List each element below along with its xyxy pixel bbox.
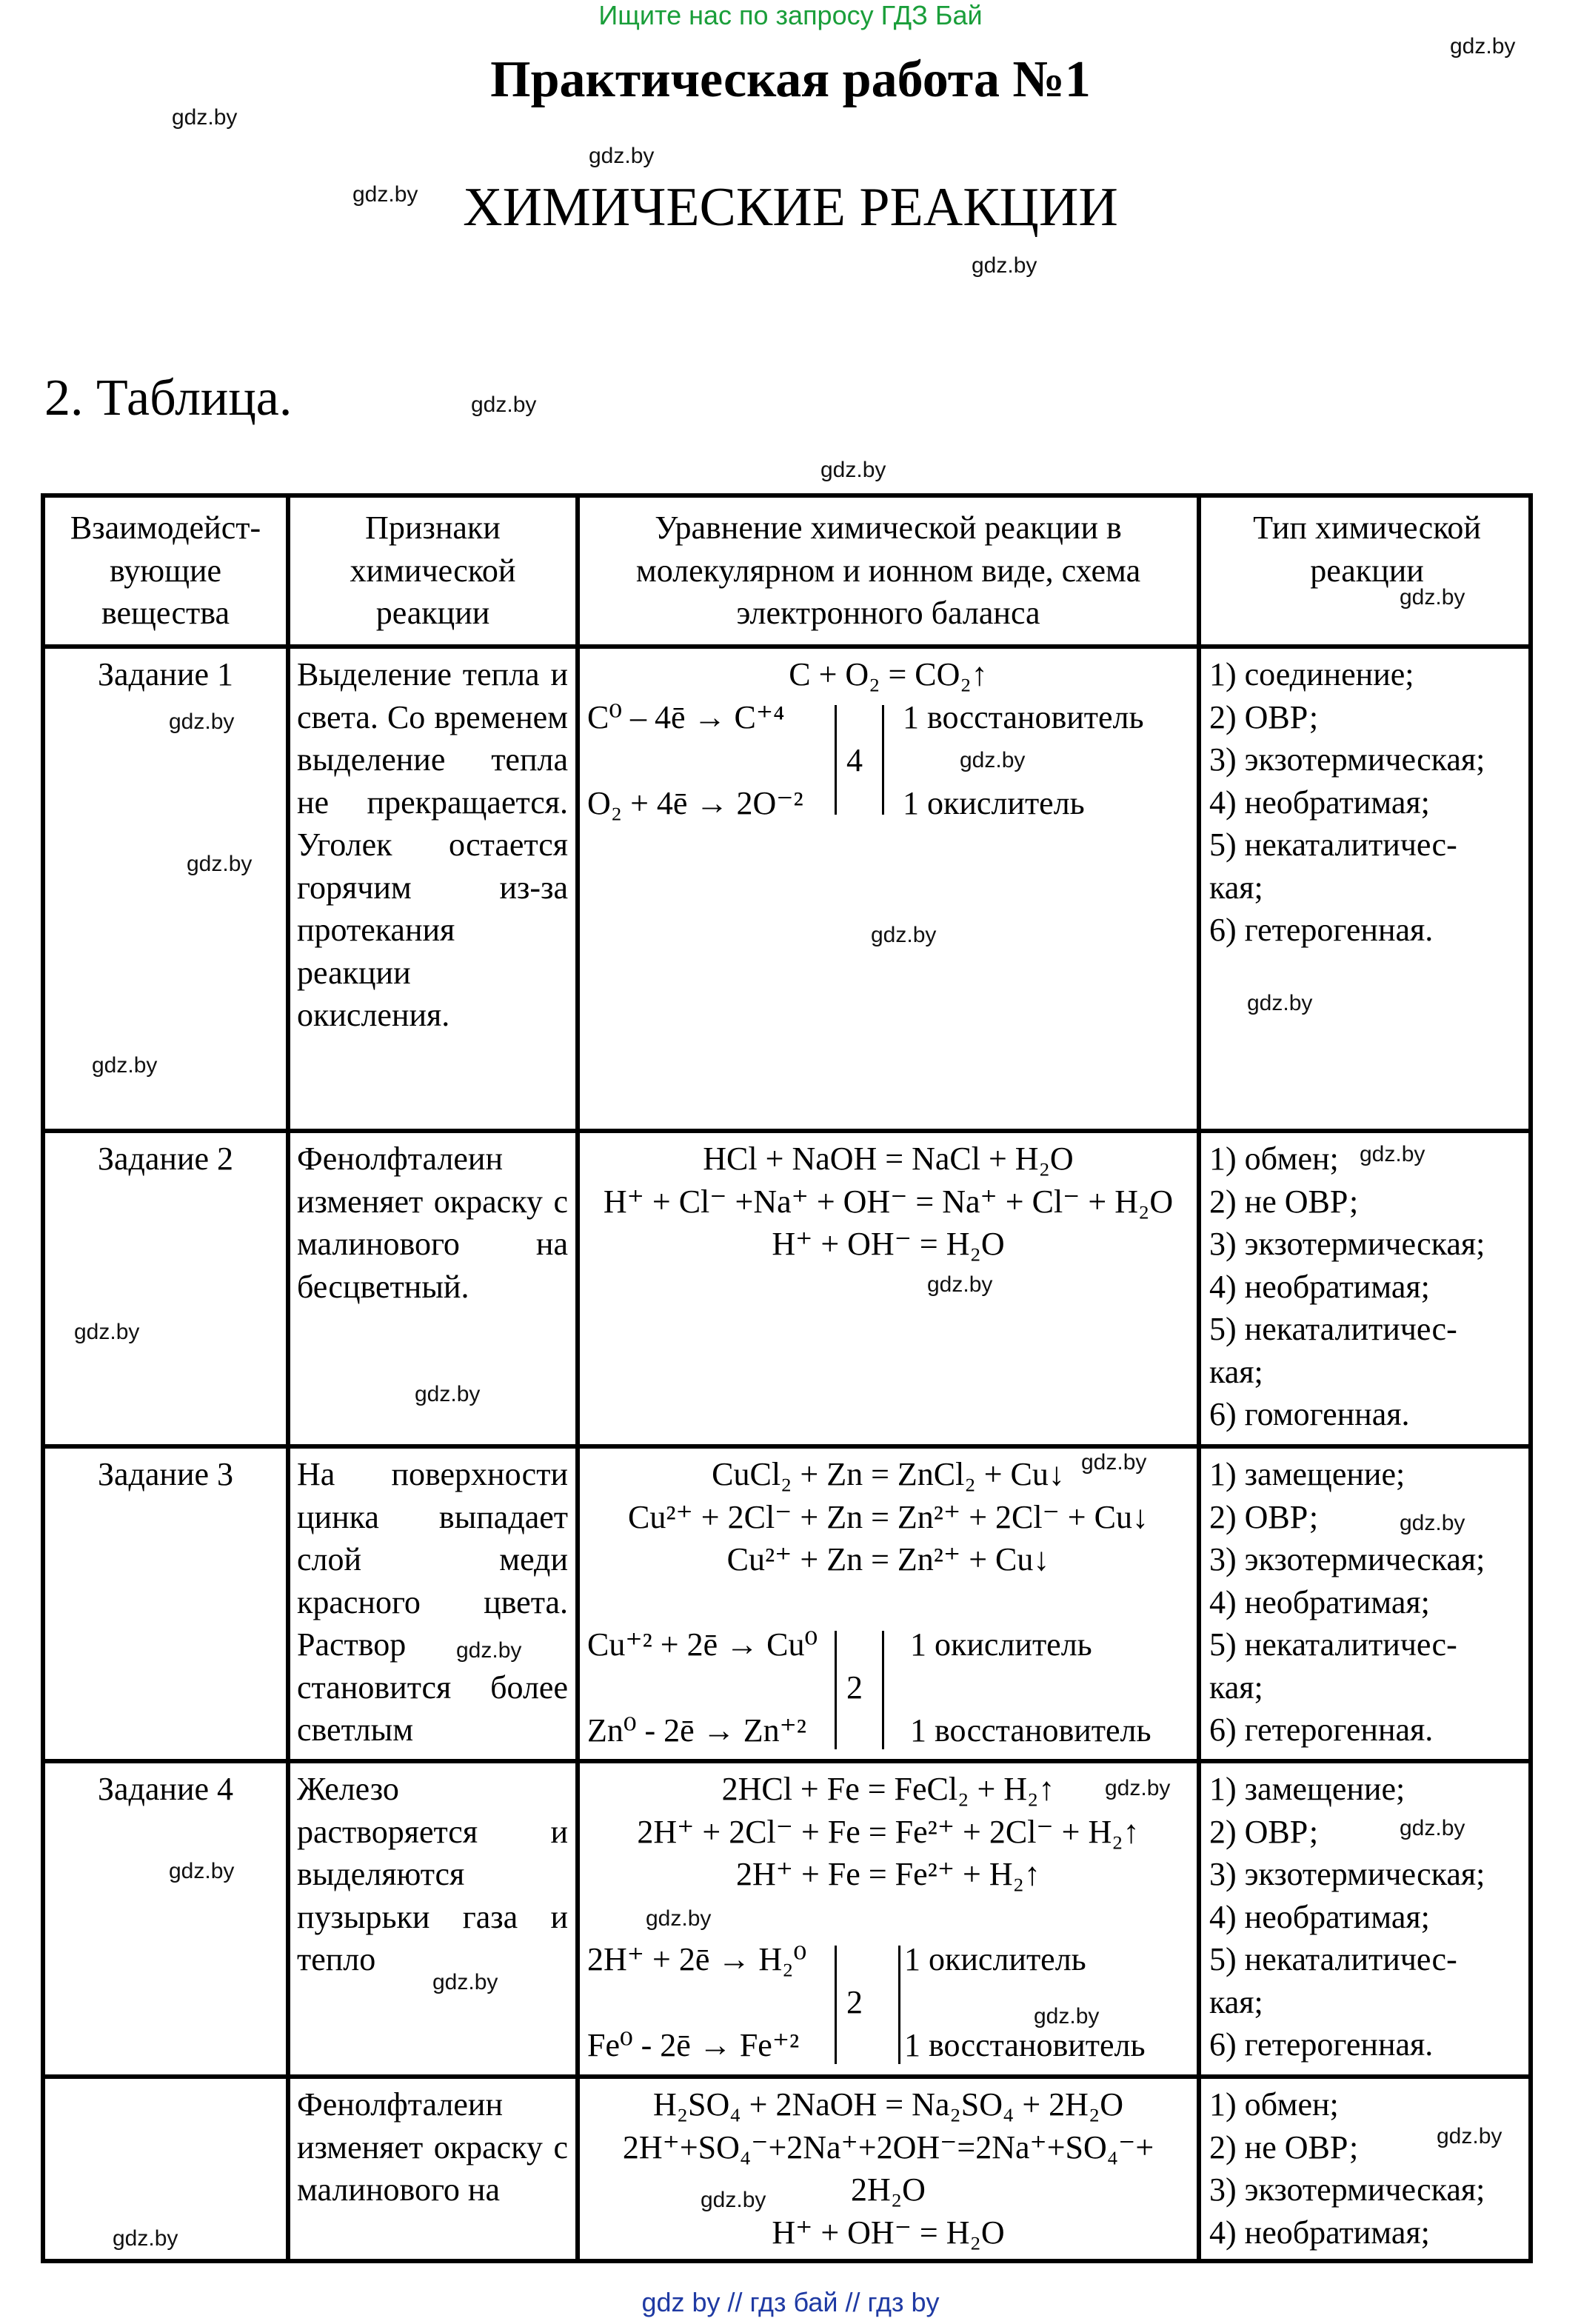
section-heading: 2. Таблица. bbox=[44, 370, 293, 427]
watermark: gdz.by bbox=[471, 393, 537, 417]
task-label: Задание 3 bbox=[97, 1456, 234, 1492]
reaction-signs: Фенолфталеин изменяет окраску с малинового на бесцветный. bbox=[297, 1141, 568, 1305]
page-subtitle: ХИМИЧЕСКИЕ РЕАКЦИИ bbox=[463, 177, 1118, 238]
watermark: gdz.by bbox=[169, 1859, 235, 1883]
task-label: Задание 2 bbox=[97, 1141, 234, 1177]
task-label: Задание 4 bbox=[97, 1771, 234, 1807]
reaction-types: 1) обмен; 2) не ОВР; 3) экзотермическая; 4) необратимая; 5) некаталитичес- кая; 6) гомогенная. bbox=[1209, 1141, 1485, 1432]
header-substances: Взаимодейст- вующие вещества bbox=[70, 510, 261, 631]
watermark: gdz.by bbox=[589, 144, 655, 168]
footer-links[interactable]: gdz by // гдз бай // гдз by bbox=[641, 2287, 940, 2317]
reaction-signs: На поверхности цинка выпадает слой меди красного цвета. Раствор становится более светлым bbox=[297, 1456, 568, 1748]
equation-molecular: C + O₂ = CO₂↑ bbox=[789, 656, 988, 692]
watermark: gdz.by bbox=[972, 253, 1037, 278]
watermark: gdz.by bbox=[1360, 1142, 1425, 1166]
reaction-signs: Фенолфталеин изменяет окраску с малинового на bbox=[297, 2086, 568, 2208]
balance-factor: 2 bbox=[846, 1669, 863, 1706]
watermark: gdz.by bbox=[927, 1272, 993, 1297]
balance-role: 1 окислитель bbox=[904, 1941, 1086, 1977]
page-title: Практическая работа №1 bbox=[490, 51, 1091, 108]
balance-line: C⁰ – 4ē → C⁺⁴ bbox=[587, 699, 785, 735]
balance-factor: 2 bbox=[846, 1984, 863, 2020]
watermark: gdz.by bbox=[646, 1906, 712, 1931]
balance-role: 1 восстановитель bbox=[910, 1712, 1152, 1749]
task-label: Задание 1 bbox=[97, 656, 234, 692]
watermark: gdz.by bbox=[1034, 2004, 1100, 2029]
watermark: gdz.by bbox=[352, 182, 418, 207]
reaction-types: 1) замещение; 2) ОВР; 3) экзотермическая; 4) необратимая; 5) некаталитичес- кая; 6) гетерогенная. bbox=[1209, 1456, 1485, 1748]
balance-role: 1 восстановитель bbox=[904, 2027, 1146, 2063]
balance-line: Zn⁰ - 2ē → Zn⁺² bbox=[587, 1712, 806, 1749]
equation-lines: HCl + NaOH = NaCl + H₂O H⁺ + Cl⁻ +Na⁺ + OH⁻ = Na⁺ + Cl⁻ + H₂O H⁺ + OH⁻ = H₂O bbox=[603, 1141, 1174, 1262]
watermark: gdz.by bbox=[172, 105, 238, 130]
watermark: gdz.by bbox=[820, 458, 886, 482]
watermark: gdz.by bbox=[92, 1053, 158, 1078]
reactions-table bbox=[41, 493, 1533, 2263]
balance-role: 1 окислитель bbox=[903, 785, 1085, 821]
balance-role: 1 окислитель bbox=[910, 1626, 1092, 1663]
watermark: gdz.by bbox=[113, 2226, 178, 2251]
watermark: gdz.by bbox=[1400, 585, 1465, 610]
equation-lines: 2HCl + Fe = FeCl₂ + H₂↑ 2H⁺ + 2Cl⁻ + Fe = Fe²⁺ + 2Cl⁻ + H₂↑ 2H⁺ + Fe = Fe²⁺ + H₂↑ bbox=[637, 1771, 1140, 1892]
watermark: gdz.by bbox=[1400, 1511, 1465, 1535]
watermark: gdz.by bbox=[1105, 1776, 1171, 1800]
equation-lines: CuCl₂ + Zn = ZnCl₂ + Cu↓ Cu²⁺ + 2Cl⁻ + Zn = Zn²⁺ + 2Cl⁻ + Cu↓ Cu²⁺ + Zn = Zn²⁺ + Cu↓ bbox=[628, 1456, 1149, 1577]
watermark: gdz.by bbox=[871, 923, 937, 947]
watermark: gdz.by bbox=[432, 1970, 498, 1994]
header-equation: Уравнение химической реакции в молекулярном и ионном виде, схема электронного баланса bbox=[635, 510, 1141, 631]
watermark: gdz.by bbox=[169, 709, 235, 734]
balance-line: Cu⁺² + 2ē → Cu⁰ bbox=[587, 1626, 818, 1663]
reaction-types: 1) замещение; 2) ОВР; 3) экзотермическая; 4) необратимая; 5) некаталитичес- кая; 6) гетерогенная. bbox=[1209, 1771, 1485, 2063]
balance-line: Fe⁰ - 2ē → Fe⁺² bbox=[587, 2027, 800, 2063]
reaction-types: 1) обмен; 2) не ОВР; 3) экзотермическая; 4) необратимая; bbox=[1209, 2086, 1485, 2251]
watermark: gdz.by bbox=[415, 1382, 481, 1406]
header-type: Тип химической реакции bbox=[1253, 510, 1481, 589]
search-banner[interactable]: Ищите нас по запросу ГДЗ Бай bbox=[598, 0, 983, 30]
watermark: gdz.by bbox=[1437, 2124, 1503, 2148]
watermark: gdz.by bbox=[456, 1638, 522, 1663]
balance-factor: 4 bbox=[846, 742, 863, 778]
watermark: gdz.by bbox=[1450, 34, 1516, 59]
reaction-types: 1) соединение; 2) ОВР; 3) экзотермическая; 4) необратимая; 5) некаталитичес- кая; 6) гетерогенная. bbox=[1209, 656, 1485, 948]
watermark: gdz.by bbox=[74, 1320, 140, 1344]
watermark: gdz.by bbox=[701, 2188, 766, 2212]
watermark: gdz.by bbox=[1400, 1816, 1465, 1840]
balance-role: 1 восстановитель bbox=[903, 699, 1144, 735]
watermark: gdz.by bbox=[1247, 991, 1313, 1015]
watermark: gdz.by bbox=[187, 852, 253, 876]
reaction-signs: Железо растворяется и выделяются пузырьки газа и тепло bbox=[297, 1771, 568, 1977]
reaction-signs: Выделение тепла и света. Со временем выделение тепла не прекращается. Уголек остается горячим из-за протекания реакции окисления. bbox=[297, 656, 568, 1033]
balance-line: 2H⁺ + 2ē → H₂⁰ bbox=[587, 1941, 807, 1977]
watermark: gdz.by bbox=[1081, 1450, 1147, 1475]
watermark: gdz.by bbox=[960, 748, 1026, 772]
equation-lines: H₂SO₄ + 2NaOH = Na₂SO₄ + 2H₂O 2H⁺+SO₄⁻+2Na⁺+2OH⁻=2Na⁺+SO₄⁻+ 2H₂O H⁺ + OH⁻ = H₂O bbox=[622, 2086, 1154, 2251]
header-signs: Признаки химической реакции bbox=[350, 510, 516, 631]
balance-line: O₂ + 4ē → 2O⁻² bbox=[587, 785, 803, 821]
